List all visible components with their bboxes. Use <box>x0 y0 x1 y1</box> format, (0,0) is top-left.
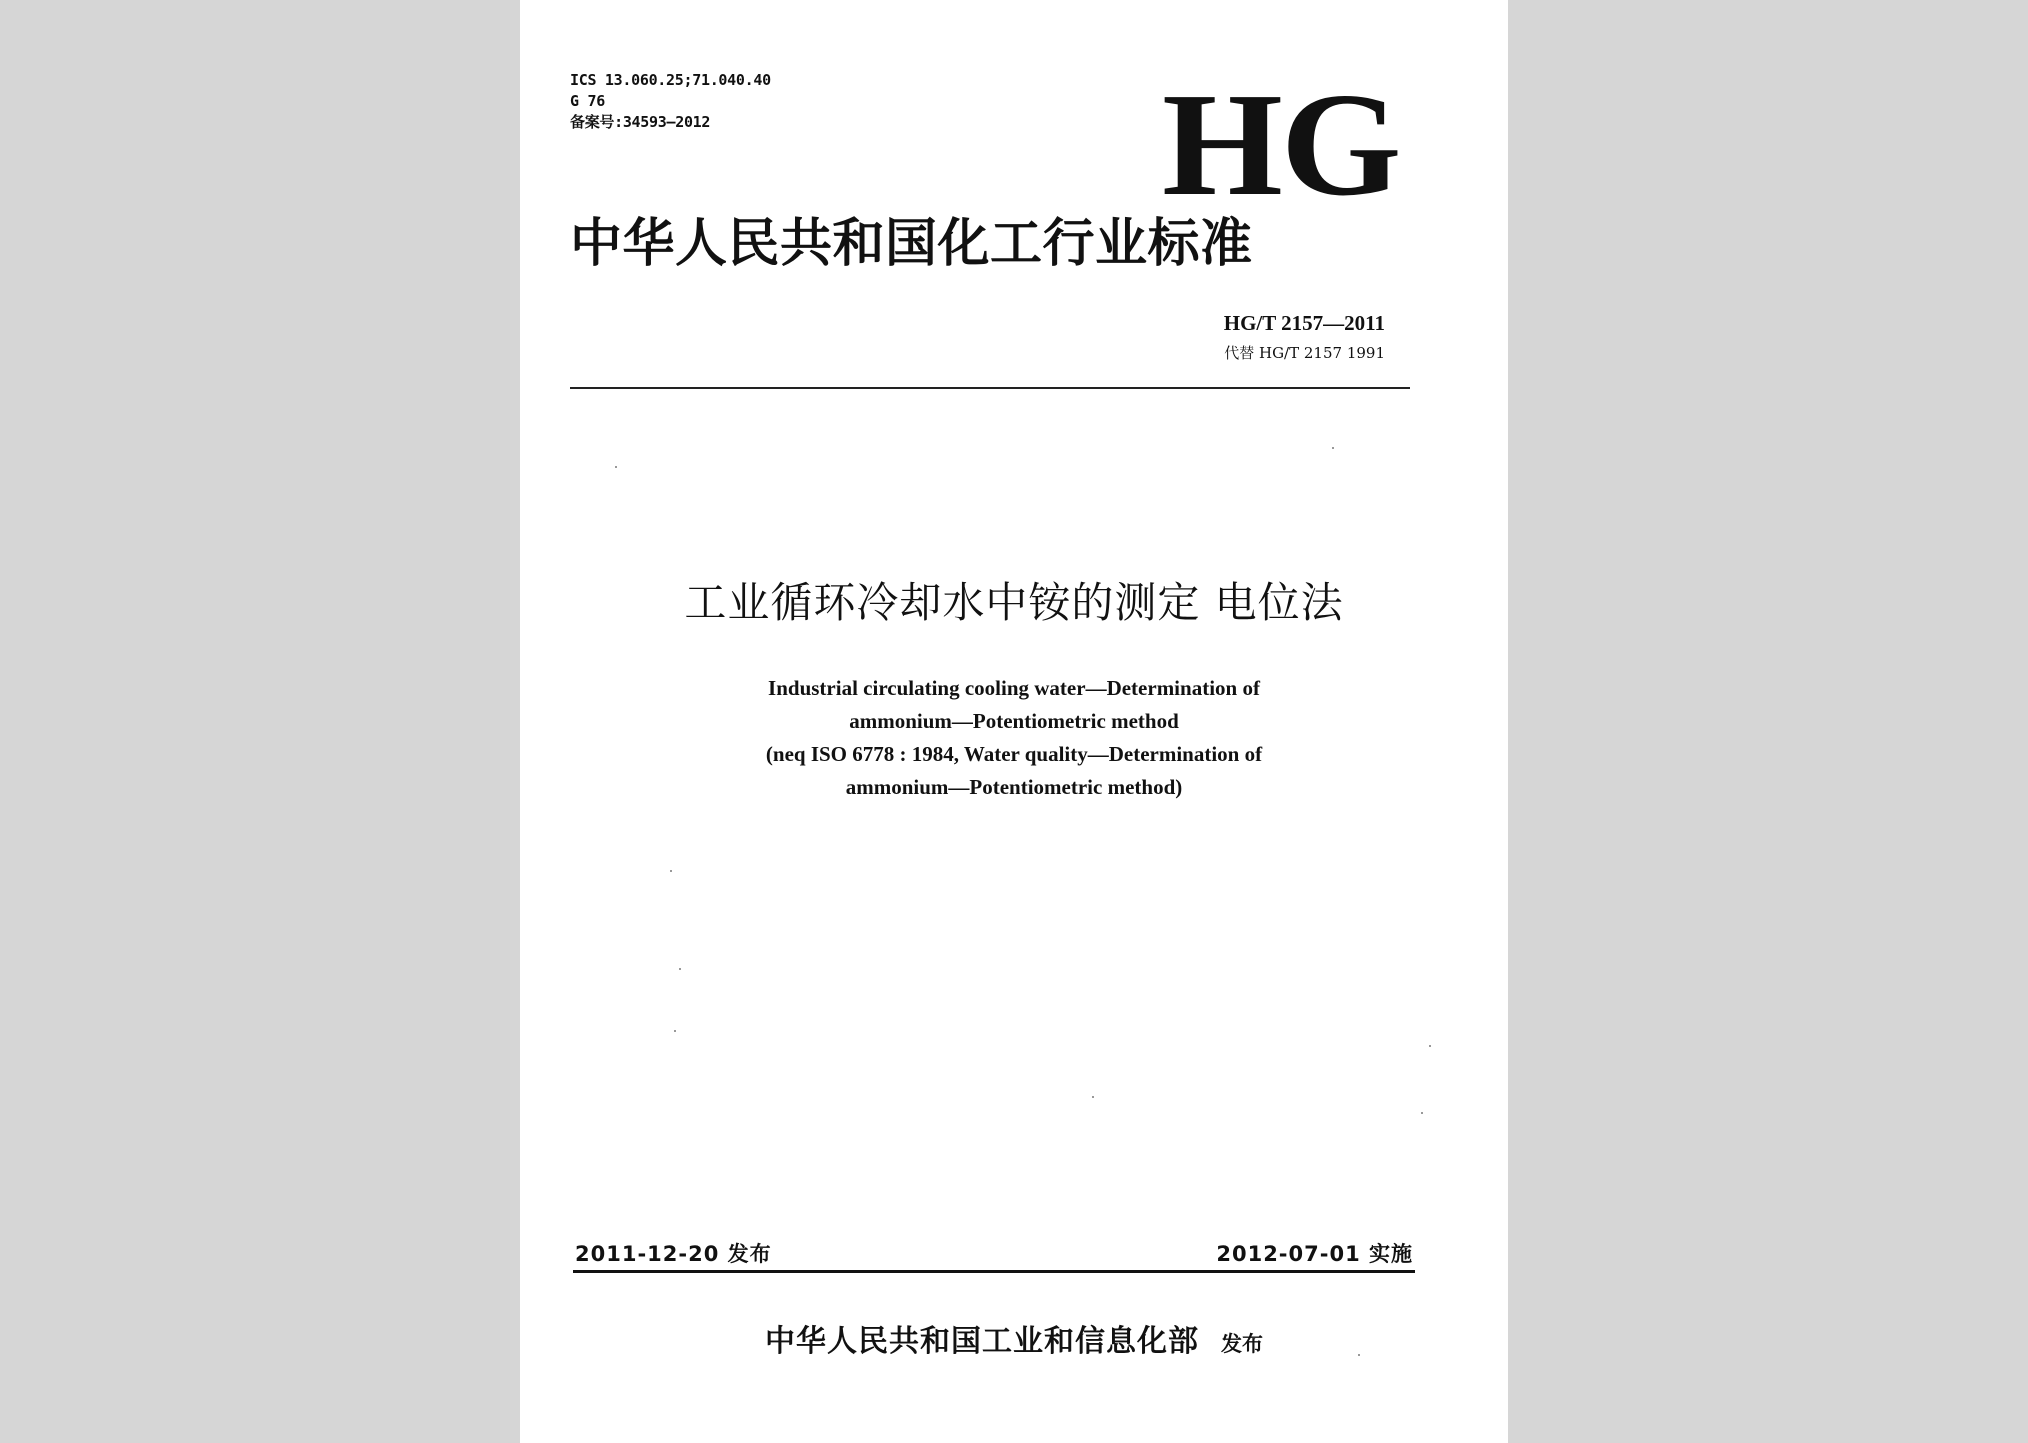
scan-speck <box>1092 1096 1094 1098</box>
dates-row <box>575 1238 1413 1270</box>
implementation-date: 2012-07-01 实施 <box>1216 1242 1413 1266</box>
ccs-code: G 76 <box>570 92 605 110</box>
document-title-en <box>520 672 1508 804</box>
scan-speck <box>1332 447 1334 449</box>
classification-block <box>570 70 771 133</box>
publisher-organization: 中华人民共和国工业和信息化部 <box>765 1324 1199 1359</box>
title-en-line: Industrial circulating cooling water—Determination of <box>768 676 1260 700</box>
hg-logo: HG <box>1162 63 1400 227</box>
title-en-line: ammonium—Potentiometric method) <box>845 775 1183 799</box>
footer-divider <box>573 1270 1415 1273</box>
document-title-cn: 工业循环冷却水中铵的测定 电位法 <box>684 578 1344 627</box>
ics-code: ICS 13.060.25;71.040.40 <box>570 71 771 89</box>
title-en-line: ammonium—Potentiometric method <box>849 709 1179 733</box>
scan-speck <box>1358 1354 1360 1356</box>
scan-speck <box>615 466 617 468</box>
document-page <box>520 0 1508 1443</box>
replaces-standard: 代替 HG/T 2157 1991 <box>1224 344 1385 362</box>
publisher-suffix: 发布 <box>1221 1331 1263 1356</box>
scan-speck <box>679 968 681 970</box>
scan-speck <box>1421 1112 1423 1114</box>
standard-title: 中华人民共和国化工行业标准 <box>570 213 1253 274</box>
title-en-line: (neq ISO 6778 : 1984, Water quality—Determination of <box>765 742 1263 766</box>
header-divider <box>570 387 1410 389</box>
scan-speck <box>670 870 672 872</box>
record-number: 备案号:34593—2012 <box>570 113 711 131</box>
scan-speck <box>674 1030 676 1032</box>
standard-number: HG/T 2157—2011 <box>1223 311 1385 335</box>
issue-date: 2011-12-20 发布 <box>575 1242 772 1266</box>
scan-speck <box>1429 1045 1431 1047</box>
